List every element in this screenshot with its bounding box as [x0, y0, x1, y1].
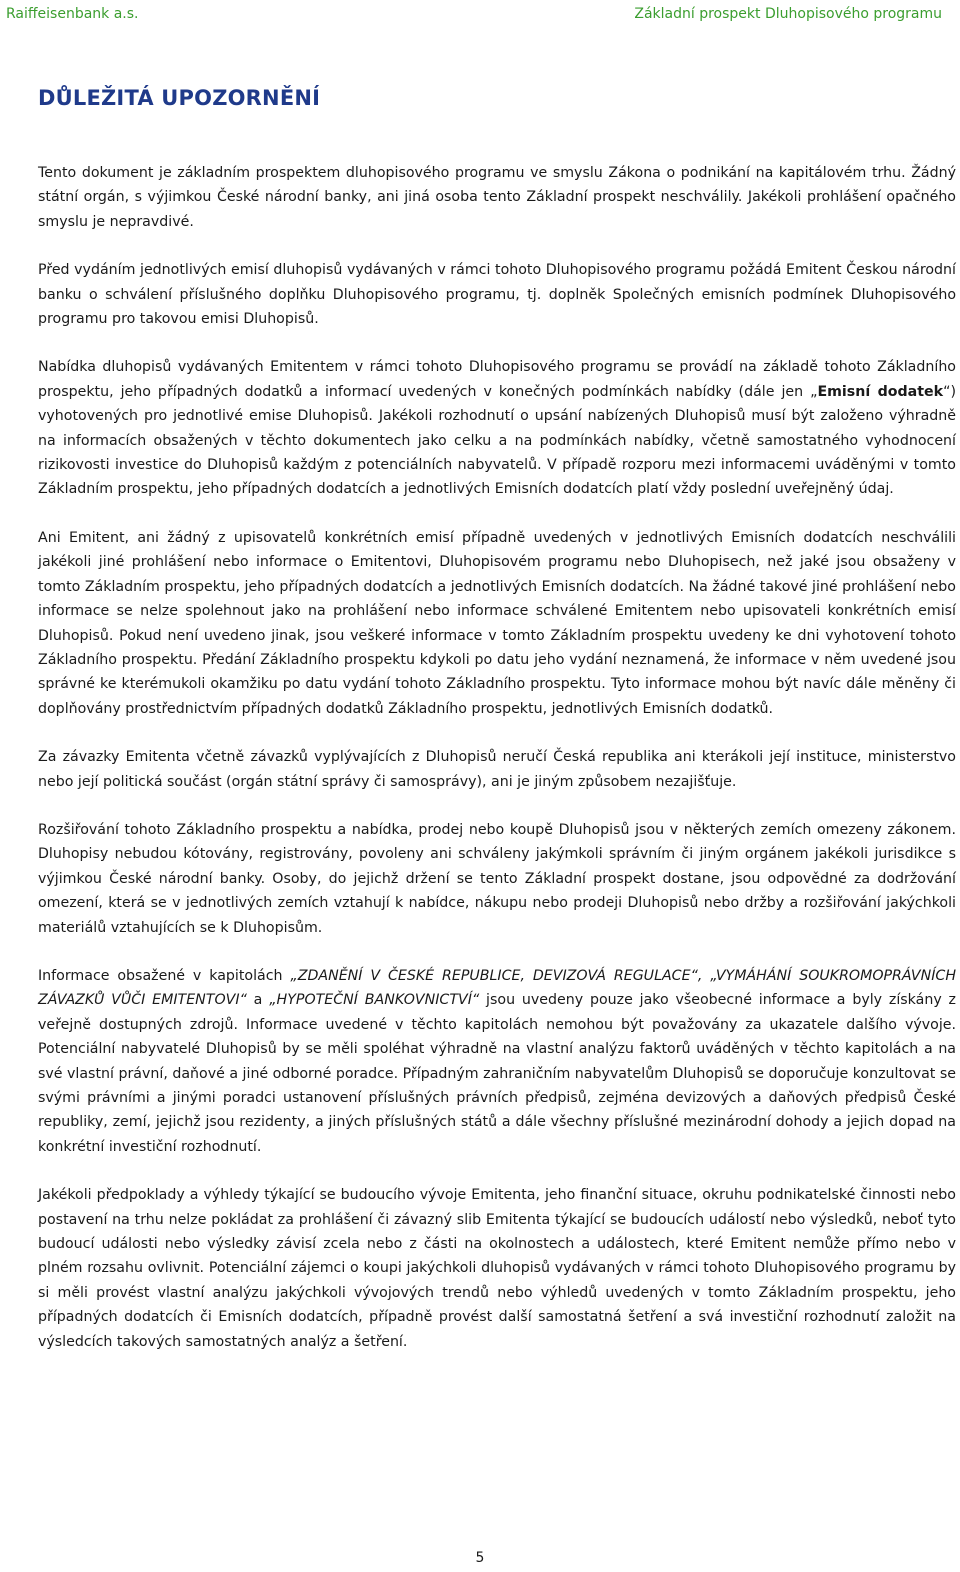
paragraph-unauthorized-information: Ani Emitent, ani žádný z upisovatelů konkrétních emisí případně uvedených v jednotlivých Emisních dodatcích neschválili jakékoli jiné prohlášení nebo informace o Emitentovi, Dluhopisovém programu nebo Dluhopisech, než jaké jsou obsaženy v tomto Základním prospektu, jeho případných dodatcích a jednotlivých Emisních dodatcích. Na žádné takové jiné prohlášení nebo informace se nelze spolehnout jako na prohlášení nebo informace schválené Emitentem nebo upisovateli konkrétních emisí Dluhopisů. Pokud není uvedeno jinak, jsou veškeré informace v tomto Základním prospektu uvedeny ke dni vyhotovení tohoto Základního prospektu. Předání Základního prospektu kdykoli po datu jeho vydání neznamená, že informace v něm uvedené jsou správné ke kterémukoli okamžiku po datu vydání tohoto Základního prospektu. Tyto informace mohou být navíc dále měněny či doplňovány prostřednictvím případných dodatků Základního prospektu, jednotlivých Emisních dodatků.: [38, 529, 956, 717]
chapter-reference-mortgage-banking: „HYPOTEČNÍ BANKOVNICTVÍ“: [269, 992, 480, 1009]
section-title: DŮLEŽITÁ UPOZORNĚNÍ: [38, 86, 321, 110]
paragraph-general-information-text-e: jsou uvedeny pouze jako všeobecné informace a byly získány z veřejně dostupných zdrojů. Informace uvedené v těchto kapitolách nemohou být považovány za ukazatele dalšího vývoje. Potenciální nabyvatelé Dluhopisů by se měli spoléhat výhradně na vlastní analýzu faktorů uváděných v těchto kapitolách a na své vlastní právní, daňové a jiné odborné poradce. Případným zahraničním nabyvatelům Dluhopisů se doporučuje konzultovat se svými právními a jinými poradci ustanovení příslušných právních předpisů, zejména devizových a daňových předpisů České republiky, zemí, jejichž jsou rezidenty, a jiných příslušných států a dále všechny příslušné mezinárodní dohody a jejich dopad na konkrétní investiční rozhodnutí.: [38, 992, 956, 1155]
paragraph-general-information: [38, 964, 956, 1159]
page-header: [0, 6, 960, 22]
defined-term-emisni-dodatek: Emisní dodatek: [817, 383, 944, 400]
paragraph-offer-basis: [38, 355, 956, 501]
paragraph-general-information-text-a: Informace obsažené v kapitolách: [38, 967, 291, 984]
paragraph-general-information-text-c: a: [246, 992, 270, 1009]
paragraph-prospectus-status: Tento dokument je základním prospektem dluhopisového programu ve smyslu Zákona o podnikání na kapitálovém trhu. Žádný státní orgán, s výjimkou České národní banky, ani jiná osoba tento Základní prospekt neschválily. Jakékoli prohlášení opačného smyslu je nepravdivé.: [38, 165, 956, 230]
page-number: 5: [475, 1550, 485, 1566]
chapter-reference-taxation-enforcement: „ZDANĚNÍ V ČESKÉ REPUBLICE, DEVIZOVÁ REGULACE“, „VYMÁHÁNÍ SOUKROMOPRÁVNÍCH ZÁVAZKŮ VŮČI EMITENTOVI“: [38, 967, 956, 1009]
paragraph-no-state-guarantee: Za závazky Emitenta včetně závazků vyplývajících z Dluhopisů neručí Česká republika ani kterákoli její instituce, ministerstvo nebo její politická součást (orgán státní správy či samosprávy), ani je jiným způsobem nezajišťuje.: [38, 749, 956, 790]
paragraph-forward-looking-statements: Jakékoli předpoklady a výhledy týkající se budoucího vývoje Emitenta, jeho finanční situace, okruhu podnikatelské činnosti nebo postavení na trhu nelze pokládat za prohlášení či závazný slib Emitenta týkající se budoucích událostí nebo výsledků, neboť tyto budoucí události nebo výsledky závisí zcela nebo z části na okolnostech a událostech, které Emitent nemůže přímo nebo v plném rozsahu ovlivnit. Potenciální zájemci o koupi jakýchkoli dluhopisů vydávaných v rámci tohoto Dluhopisového programu by si měli provést vlastní analýzu jakýchkoli vývojových trendů nebo výhledů uvedených v tomto Základním prospektu, jeho případných dodatcích či Emisních dodatcích, případně provést další samostatná šetření a svá investiční rozhodnutí založit na výsledcích takových samostatných analýz a šetření.: [38, 1187, 956, 1350]
header-company-name: Raiffeisenbank a.s.: [6, 6, 139, 22]
document-body: [38, 161, 956, 1378]
paragraph-distribution-restrictions: Rozšiřování tohoto Základního prospektu a nabídka, prodej nebo koupě Dluhopisů jsou v některých zemích omezeny zákonem. Dluhopisy nebudou kótovány, registrovány, povoleny ani schváleny jakýmkoli správním či jiným orgánem jakékoli jurisdikce s výjimkou České národní banky. Osoby, do jejichž držení se tento Základní prospekt dostane, jsou odpovědné za dodržování omezení, která se v jednotlivých zemích vztahují k nabídce, nákupu nebo prodeji Dluhopisů nebo držby a rozšiřování jakýchkoli materiálů vztahujících se k Dluhopisům.: [38, 821, 956, 936]
paragraph-offer-basis-text-c: “) vyhotovených pro jednotlivé emise Dluhopisů. Jakékoli rozhodnutí o upsání nabízených Dluhopisů musí být založeno výhradně na informacích obsažených v těchto dokumentech jako celku a na podmínkách nabídky, včetně samostatného vyhodnocení rizikovosti investice do Dluhopisů každým z potenciálních nabyvatelů. V případě rozporu mezi informacemi uváděnými v tomto Základním prospektu, jeho případných dodatcích a jednotlivých Emisních dodatcích platí vždy poslední uveřejněný údaj.: [38, 383, 956, 498]
paragraph-cnb-approval: Před vydáním jednotlivých emisí dluhopisů vydávaných v rámci tohoto Dluhopisového programu požádá Emitent Českou národní banku o schválení příslušného doplňku Dluhopisového programu, tj. doplněk Společných emisních podmínek Dluhopisového programu pro takovou emisi Dluhopisů.: [38, 262, 956, 328]
header-document-title: Základní prospekt Dluhopisového programu: [634, 6, 942, 22]
paragraph-offer-basis-text-a: Nabídka dluhopisů vydávaných Emitentem v rámci tohoto Dluhopisového programu se provádí na základě tohoto Základního prospektu, jeho případných dodatků a informací uvedených v konečných podmínkách nabídky (dále jen „: [38, 359, 956, 400]
